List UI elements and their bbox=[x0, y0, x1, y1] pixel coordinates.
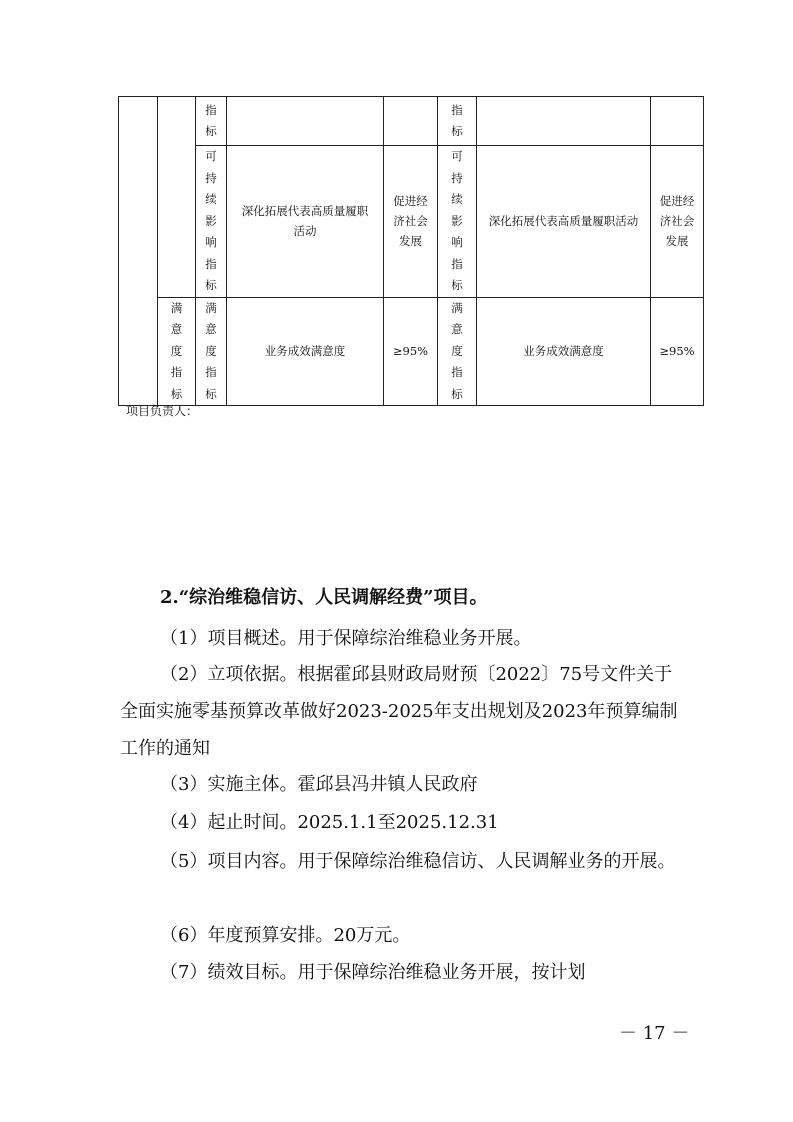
table-cell-blank bbox=[158, 97, 196, 298]
paragraph-entity: （3）实施主体。霍邱县冯井镇人民政府 bbox=[160, 774, 478, 795]
table-cell-blank bbox=[227, 97, 384, 146]
table-row-sustain bbox=[119, 146, 704, 298]
satisfaction-label-left: 满意度指标 bbox=[196, 297, 227, 406]
table-row-index bbox=[119, 97, 704, 146]
satisfaction-content-left: 业务成效满意度 bbox=[227, 297, 384, 406]
paragraph-period: （4）起止时间。2025.1.1至2025.12.31 bbox=[160, 812, 499, 833]
sustain-label-left: 可持续影响指标 bbox=[196, 146, 227, 298]
satisfaction-content-right: 业务成效满意度 bbox=[477, 297, 651, 406]
sustain-label-right: 可持续影响指标 bbox=[438, 146, 477, 298]
paragraph-goal: （7）绩效目标。用于保障综治维稳业务开展，按计划 bbox=[160, 962, 586, 983]
paragraph-content: （5）项目内容。用于保障综治维稳信访、人民调解业务的开展。 bbox=[160, 851, 676, 872]
table-cell-blank bbox=[119, 97, 158, 406]
table-cell-blank bbox=[384, 97, 438, 146]
paragraph-basis: （2）立项依据。根据霍邱县财政局财预〔2022〕75号文件关于全面实施零基预算改革做好2023-2025年支出规划及2023年预算编制工作的通知 bbox=[120, 664, 678, 759]
satisfaction-value-right: ≥95% bbox=[651, 297, 704, 406]
table-cell-blank bbox=[477, 97, 651, 146]
table-cell: 指标 bbox=[438, 97, 477, 146]
sustain-content-right: 深化拓展代表高质量履职活动 bbox=[477, 146, 651, 298]
sustain-value-left: 促进经济社会发展 bbox=[384, 146, 438, 298]
page-number: － 17 － bbox=[619, 1023, 690, 1044]
table-cell-blank bbox=[651, 97, 704, 146]
paragraph-budget: （6）年度预算安排。20万元。 bbox=[160, 925, 411, 946]
satisfaction-value-left: ≥95% bbox=[384, 297, 438, 406]
project-owner-label: 项目负责人： bbox=[126, 404, 199, 418]
table-row-satisfaction bbox=[119, 297, 704, 406]
satisfaction-label-right: 满意度指标 bbox=[438, 297, 477, 406]
table-cell: 指标 bbox=[196, 97, 227, 146]
satisfaction-category: 满意度指标 bbox=[158, 297, 196, 406]
sustain-value-right: 促进经济社会发展 bbox=[651, 146, 704, 298]
paragraph-overview: （1）项目概述。用于保障综治维稳业务开展。 bbox=[160, 628, 532, 649]
sustain-content-left: 深化拓展代表高质量履职活动 bbox=[227, 146, 384, 298]
performance-table bbox=[118, 96, 704, 406]
section-heading: 2.“综治维稳信访、人民调解经费”项目。 bbox=[160, 587, 488, 608]
